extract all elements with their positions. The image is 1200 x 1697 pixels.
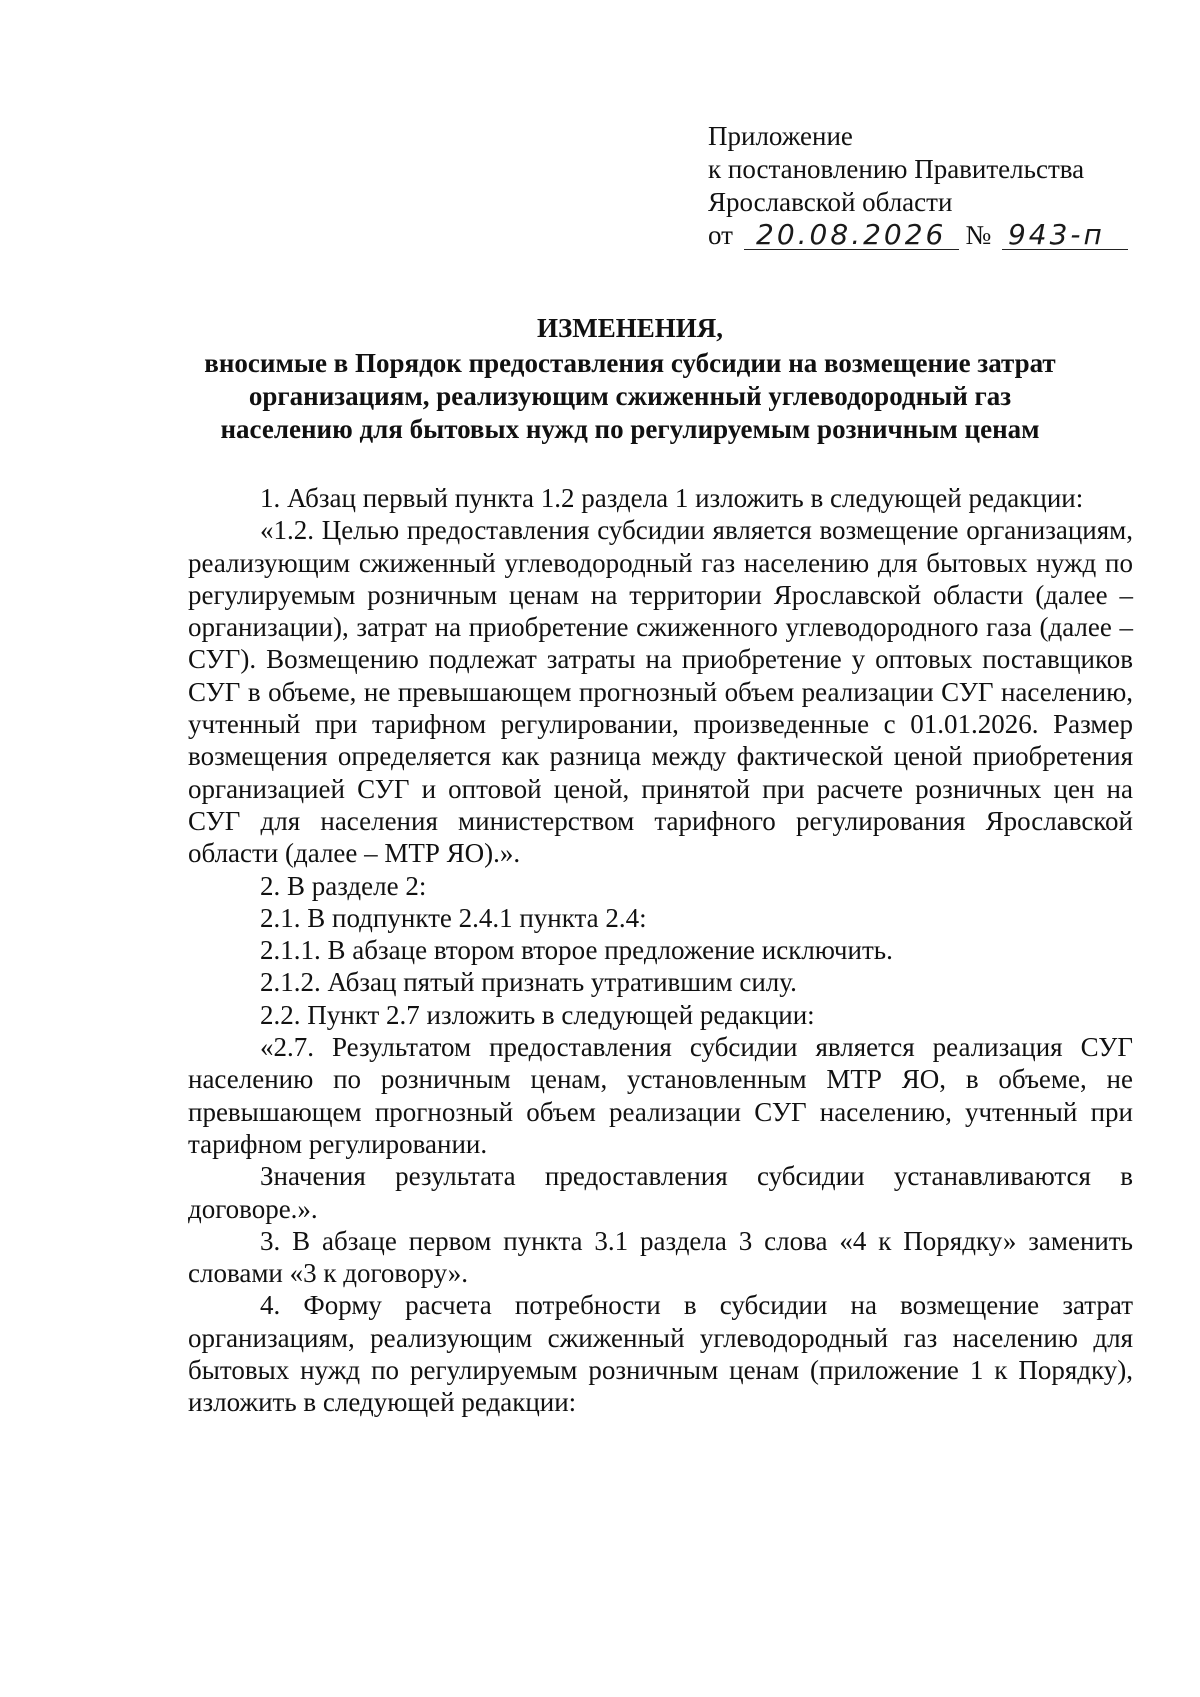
date-prefix: от xyxy=(708,220,733,250)
appendix-header xyxy=(708,120,1148,255)
paragraph-quote-1-2: «1.2. Целью предоставления субсидии является возмещение организациям, реализующим сжиженный углеводородный газ населению для бытовых нужд по регулируемым розничным ценам на территории Ярославской области (далее – организации), затрат на приобретение сжиженного углеводородного газа (далее – СУГ). Возмещению подлежат затраты на приобретение у оптовых поставщиков СУГ в объеме, не превышающем прогнозный объем реализации СУГ населению, учтенный при тарифном регулировании, произведенные с 01.01.2026. Размер возмещения определяется как разница между фактической ценой приобретения организацией СУГ и оптовой ценой, принятой при расчете розничных цен на СУГ для населения министерством тарифного регулирования Ярославской области (далее – МТР ЯО).». xyxy=(188,515,1133,869)
document-title xyxy=(150,312,1110,446)
paragraph-result-values: Значения результата предоставления субсидии устанавливаются в договоре.». xyxy=(188,1161,1133,1224)
paragraph-item-4: 4. Форму расчета потребности в субсидии на возмещение затрат организациям, реализующим сжиженный углеводородный газ населению для бытовых нужд по регулируемым розничным ценам (приложение 1 к Порядку), изложить в следующей редакции: xyxy=(188,1290,1133,1418)
number-prefix: № xyxy=(965,220,992,250)
handwritten-date: 20.08.2026 xyxy=(744,221,959,250)
document-body xyxy=(188,482,1133,1419)
paragraph-item-2-1: 2.1. В подпункте 2.4.1 пункта 2.4: xyxy=(260,902,647,933)
title-line-2: организациям, реализующим сжиженный углеводородный газ xyxy=(248,381,1012,411)
paragraph-item-2-1-2: 2.1.2. Абзац пятый признать утратившим силу. xyxy=(260,967,797,998)
paragraph-item-2-1-1: 2.1.1. В абзаце втором второе предложение исключить. xyxy=(260,935,893,966)
appendix-date-row xyxy=(708,219,1148,255)
appendix-reference: к постановлению Правительства xyxy=(708,154,1085,184)
paragraph-item-2: 2. В разделе 2: xyxy=(260,870,427,901)
appendix-region: Ярославской области xyxy=(708,187,953,217)
paragraph-item-3: 3. В абзаце первом пункта 3.1 раздела 3 слова «4 к Порядку» заменить словами «3 к договору». xyxy=(188,1225,1133,1289)
paragraph-quote-2-7: «2.7. Результатом предоставления субсидии является реализация СУГ населению по розничным ценам, установленным МТР ЯО, в объеме, не превышающем прогнозный объем реализации СУГ населению, учтенный при тарифном регулировании. xyxy=(188,1032,1133,1159)
appendix-label: Приложение xyxy=(708,121,853,151)
handwritten-number: 943-п xyxy=(1002,221,1128,250)
title-line-3: населению для бытовых нужд по регулируемым розничным ценам xyxy=(220,414,1040,444)
paragraph-item-2-2: 2.2. Пункт 2.7 изложить в следующей редакции: xyxy=(260,999,815,1030)
paragraph-item-1: 1. Абзац первый пункта 1.2 раздела 1 изложить в следующей редакции: xyxy=(260,483,1084,513)
title-line-1: вносимые в Порядок предоставления субсидии на возмещение затрат xyxy=(204,348,1056,378)
title-main: ИЗМЕНЕНИЯ, xyxy=(536,313,723,343)
